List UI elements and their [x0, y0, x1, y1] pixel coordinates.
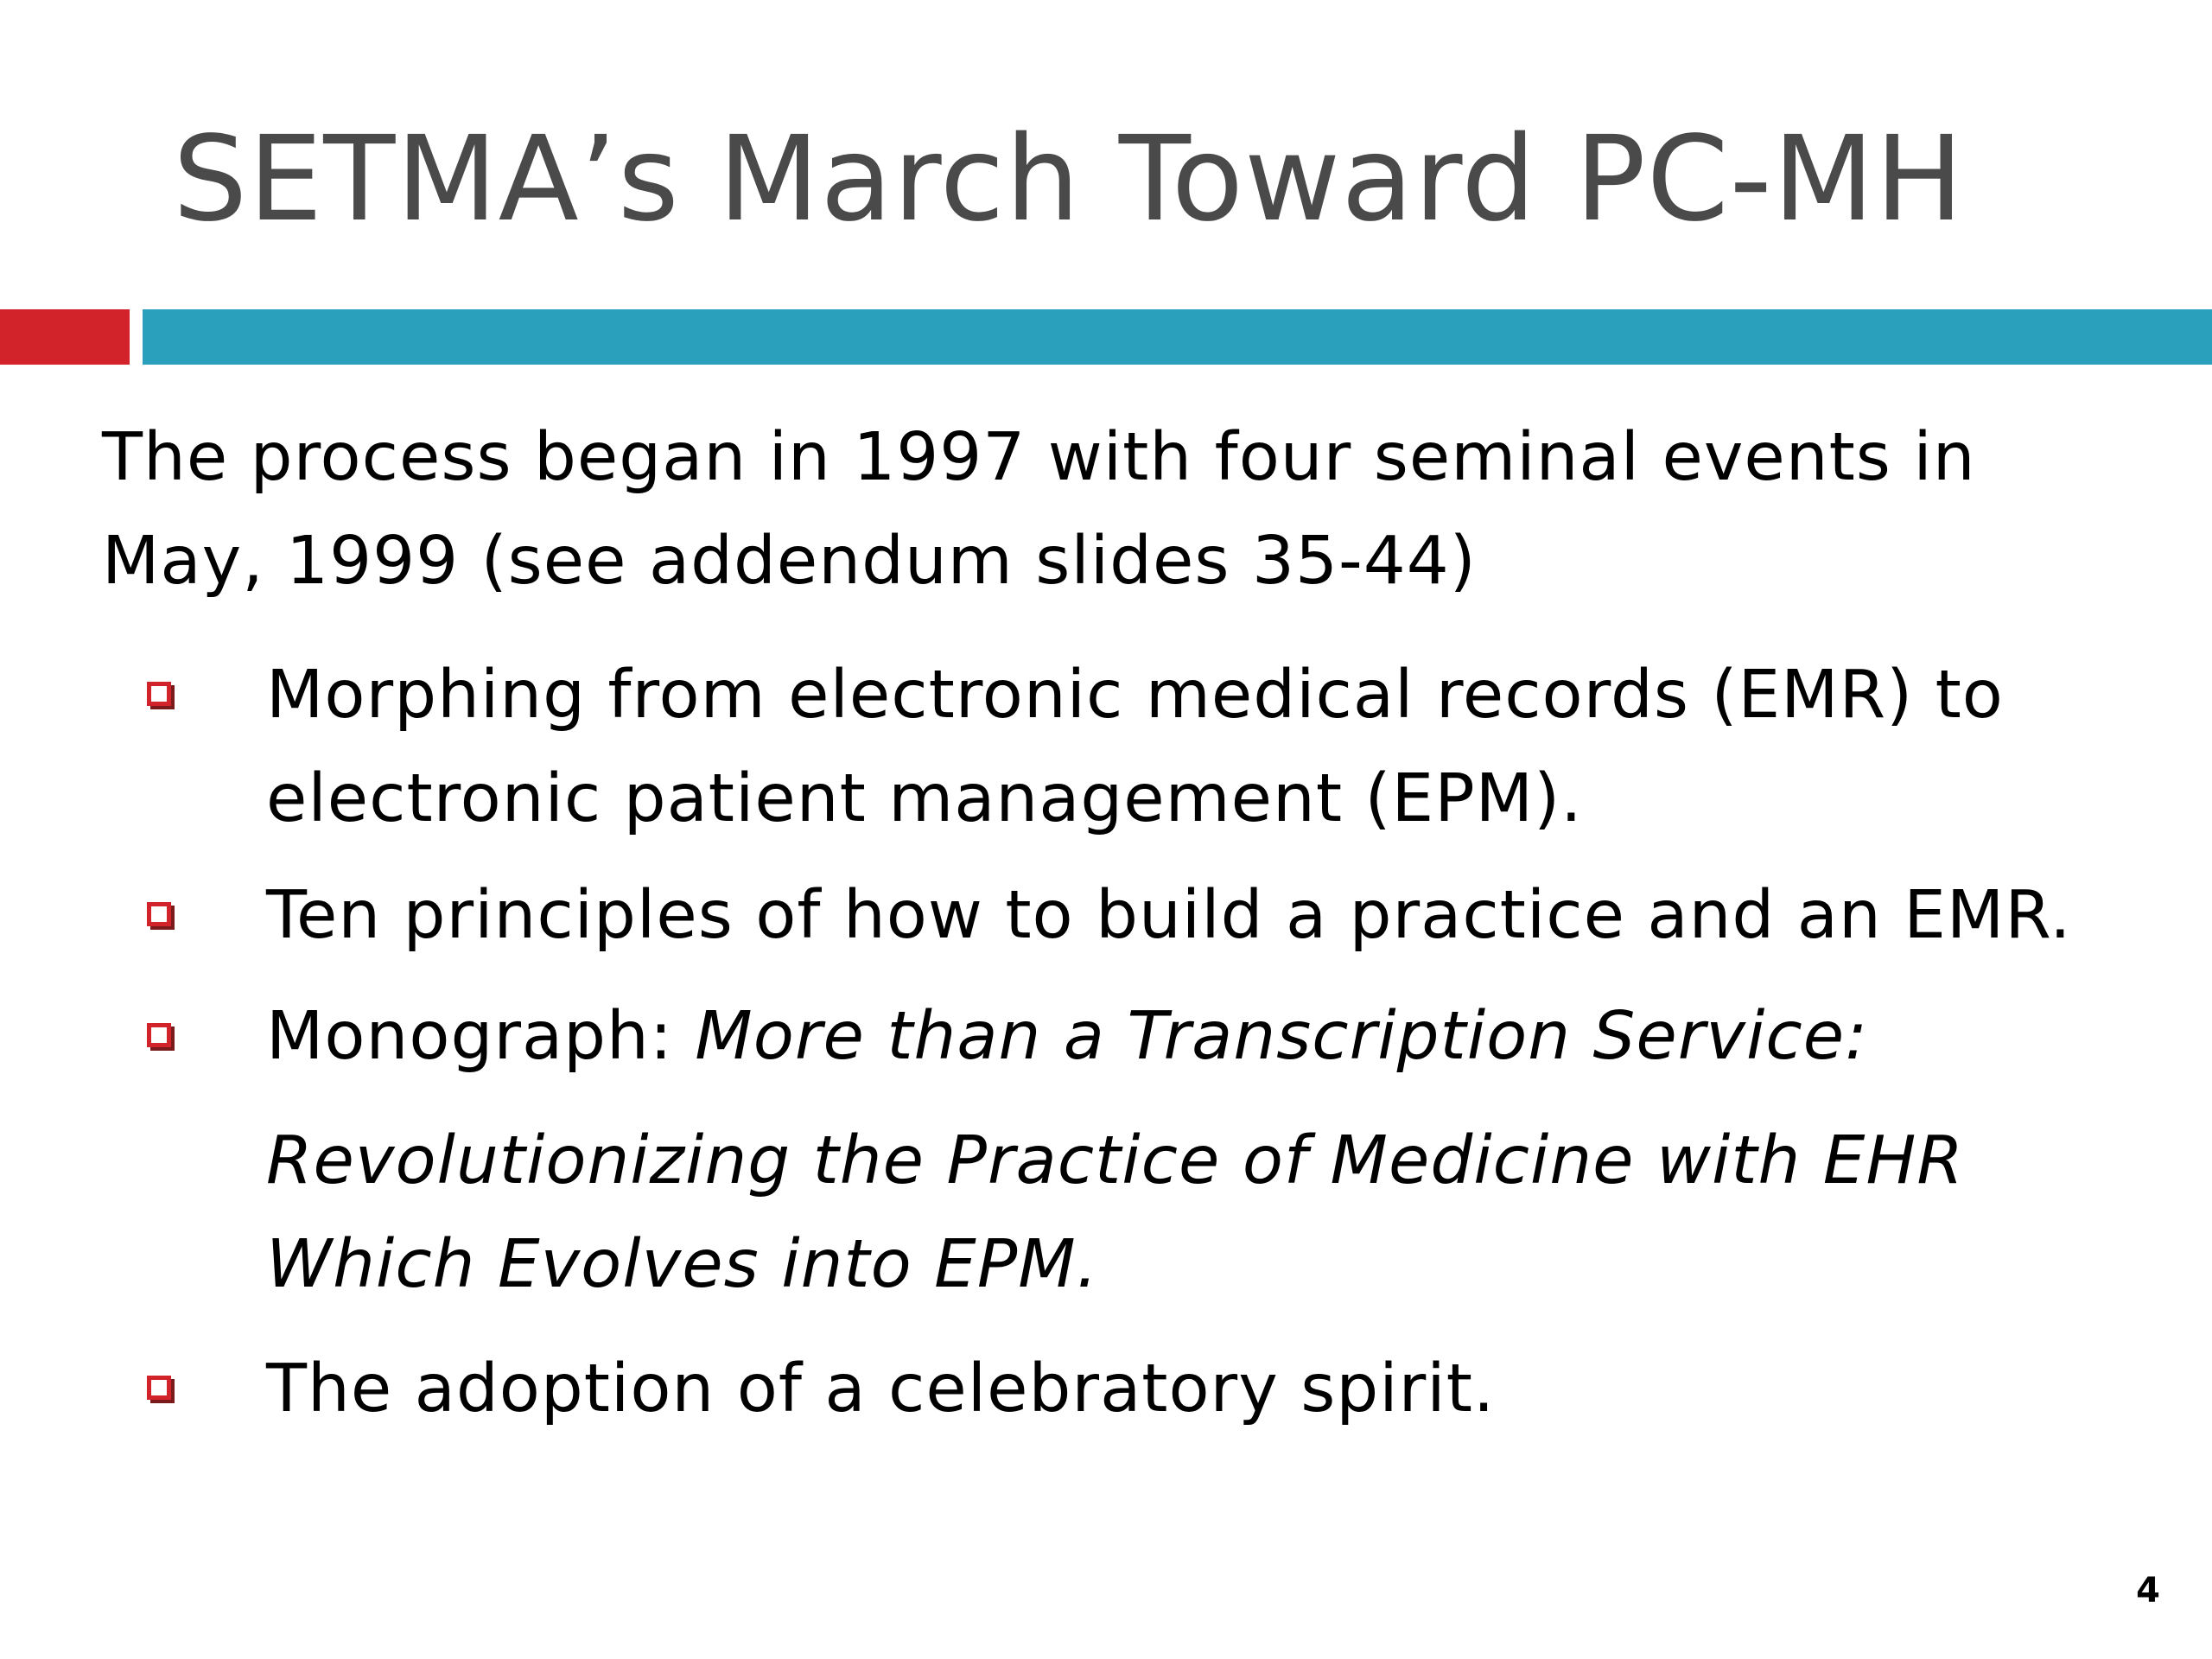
accent-bar-red	[0, 309, 130, 365]
hollow-square-icon	[147, 1023, 171, 1047]
hollow-square-icon	[147, 1376, 171, 1400]
page-number: 4	[2136, 1571, 2160, 1611]
monograph-label: Monograph:	[266, 998, 696, 1075]
intro-paragraph: The process began in 1997 with four seminal events in May, 1999 (see addendum slides 35-44)	[102, 419, 1976, 600]
bullet-text	[266, 985, 2167, 1317]
accent-bar-blue	[143, 309, 2212, 365]
hollow-square-icon	[147, 682, 171, 706]
bullet-text: The adoption of a celebratory spirit.	[266, 1351, 1496, 1427]
slide-title: SETMA’s March Toward PC-MH	[173, 111, 1965, 248]
monograph-title-line1: More than a Transcription Service:	[695, 998, 1869, 1075]
monograph-title-rest: Revolutionizing the Practice of Medicine with EHR Which Evolves into EPM.	[266, 1122, 1964, 1303]
hollow-square-icon	[147, 902, 171, 926]
bullet-text: Ten principles of how to build a practice and an EMR.	[266, 877, 2072, 954]
bullet-text: Morphing from electronic medical records (EMR) to electronic patient management (EPM).	[266, 657, 2004, 837]
